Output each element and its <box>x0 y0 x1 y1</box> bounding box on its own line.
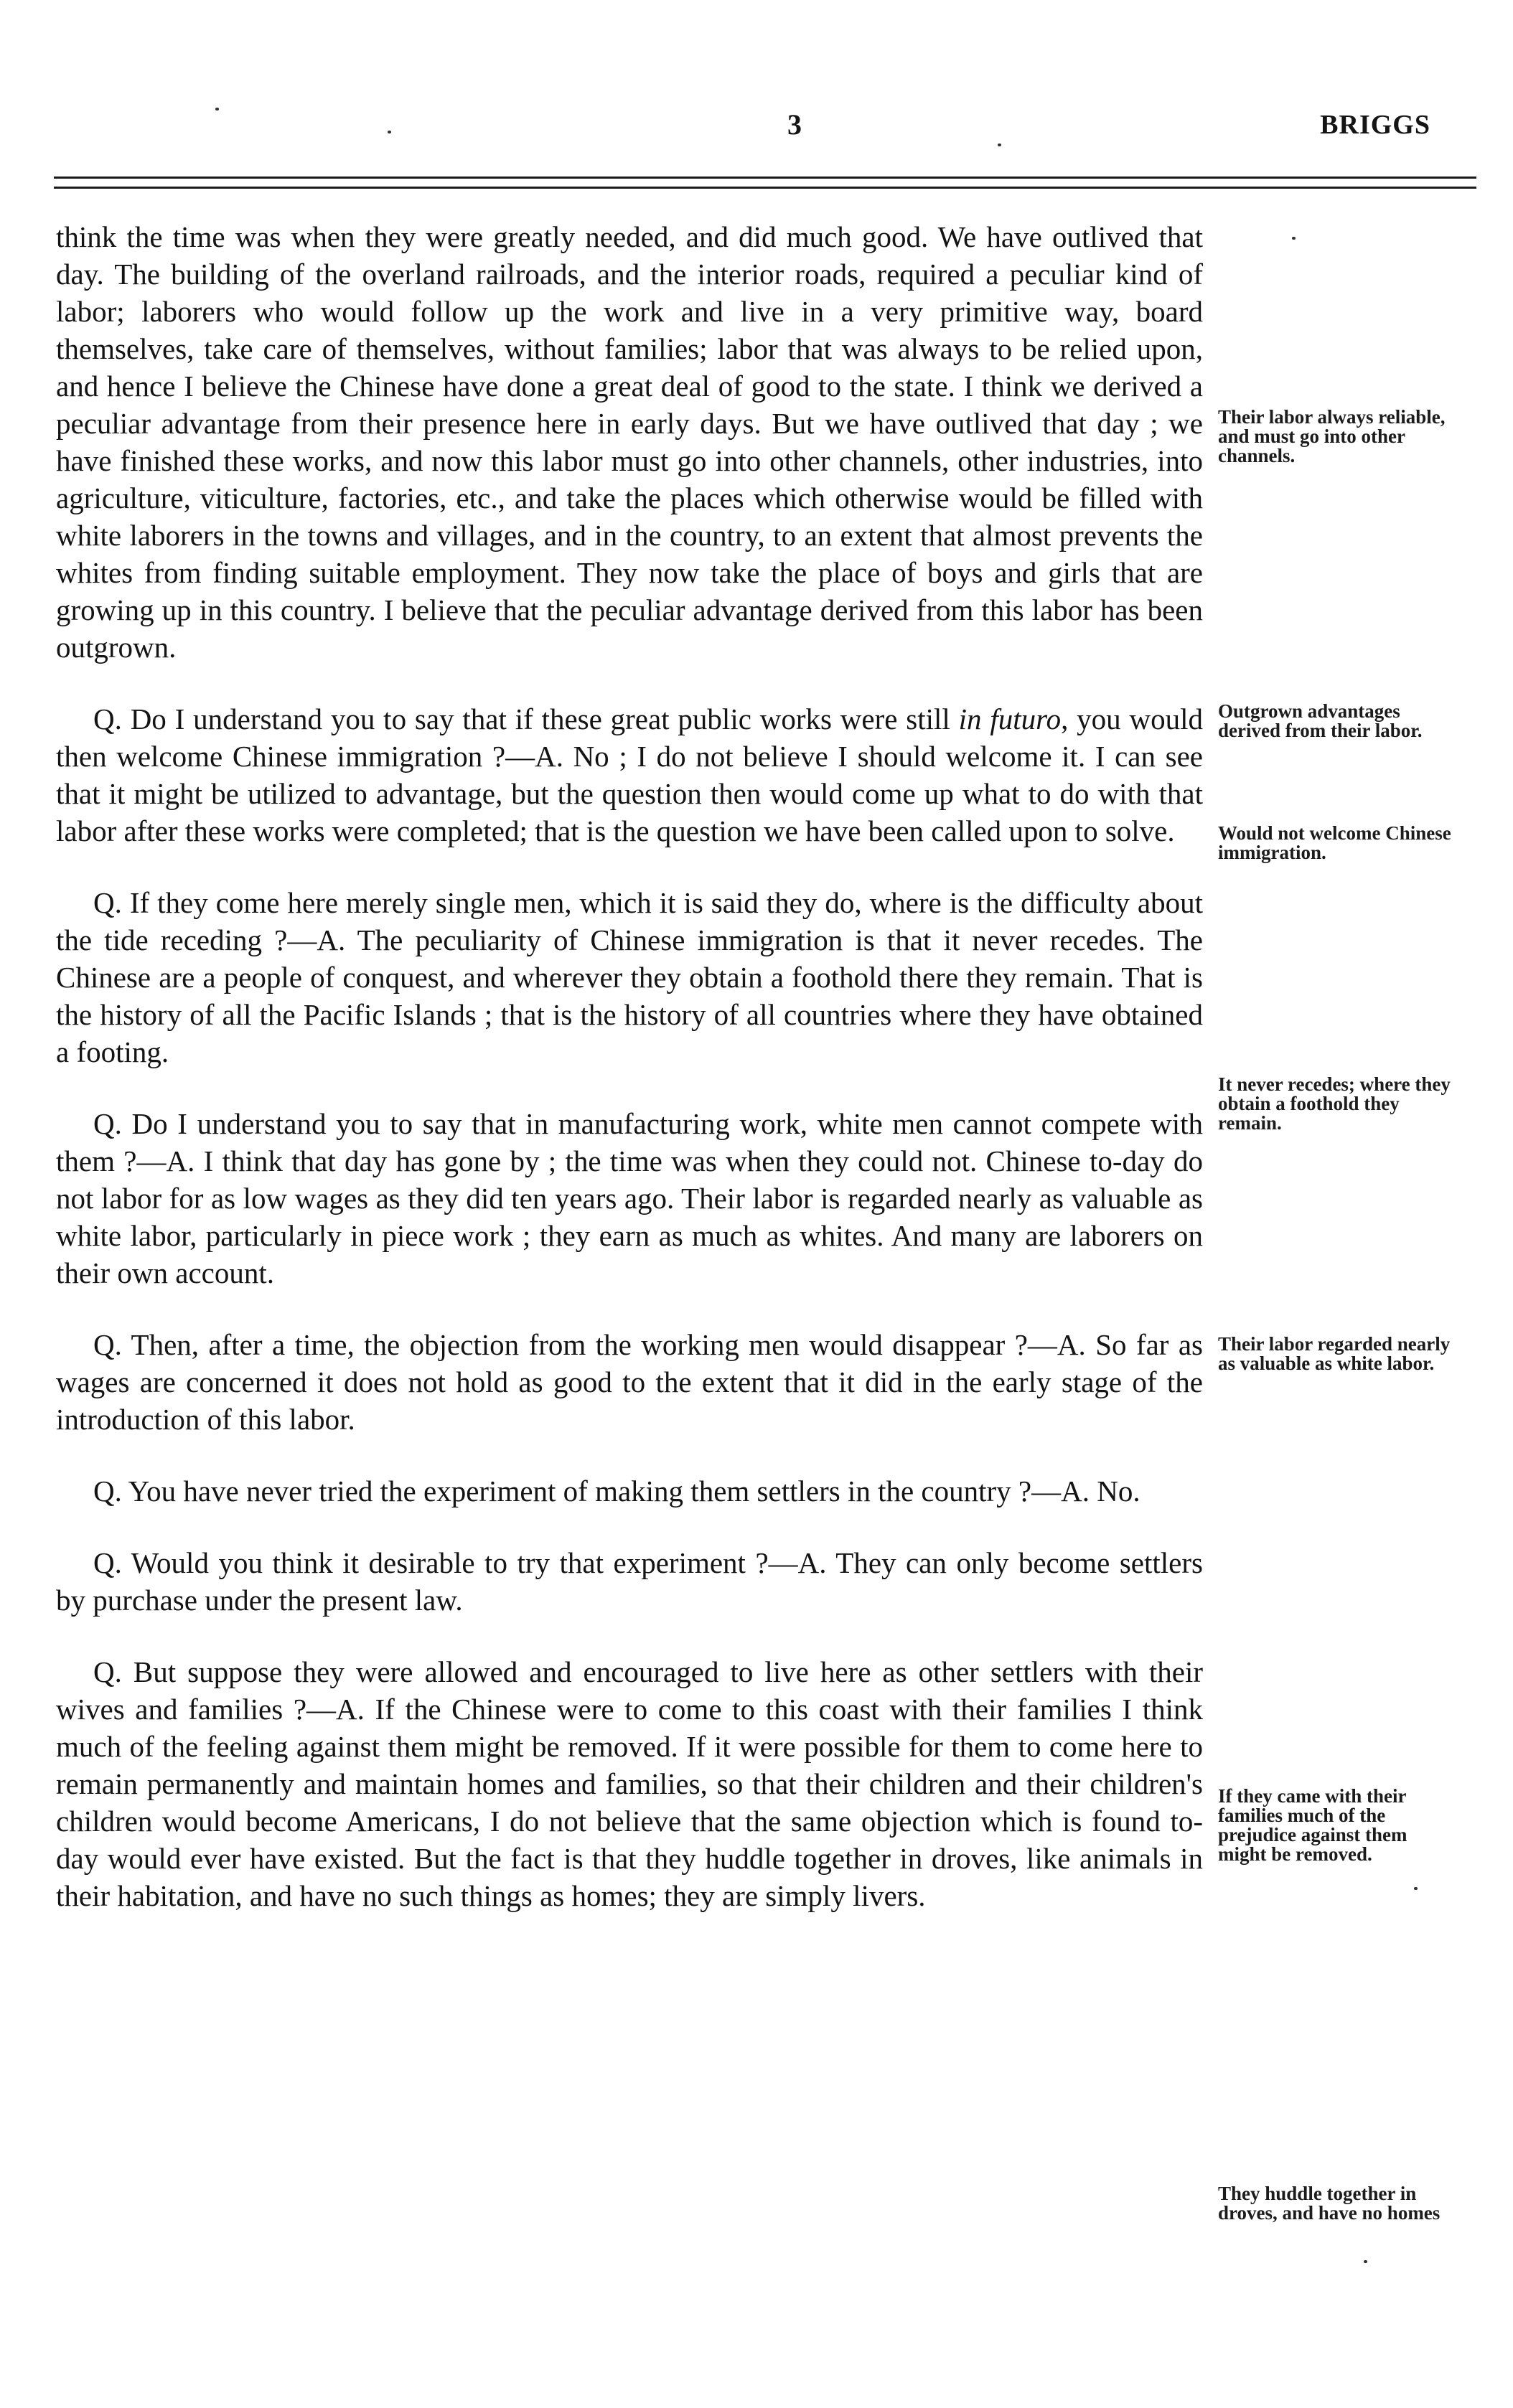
paragraph-question-manufacturing: Q. Do I understand you to say that in manufacturing work, white men cannot compete with them ?—A. I think that day has gone by ; the time was when they could not. Chinese to-day do not labor for as low wages as they did ten years ago. Their labor is regarded nearly as valuable as white labor, particularly in piece work ; they earn as much as whites. And many are laborers on their own account. <box>56 1107 1203 1289</box>
italic-phrase: in futuro <box>958 702 1062 735</box>
print-speck <box>998 144 1001 146</box>
paragraph-question-settlers: Q. You have never tried the experiment of making them settlers in the country ?—A. No. <box>93 1475 1140 1508</box>
page-number: 3 <box>787 108 802 141</box>
paragraph-text: , you would then welcome Chinese immigration ?—A. No ; I do not believe I should welcome it. I can see that it might be utilized to advantage, but the question then would come up what to do with that labor after these works were completed; that is the question we have been called upon to solve. <box>56 702 1204 847</box>
margin-note: It never recedes; where they obtain a foothold they remain. <box>1218 1073 1451 1134</box>
header-rule-bottom <box>54 187 1476 189</box>
page-header <box>54 108 1459 151</box>
paragraph-question-public-works <box>56 700 1203 850</box>
margin-note: Their labor always reliable, and must go into other channels. <box>1218 406 1446 466</box>
margin-note: Would not welcome Chinese immigration. <box>1218 822 1451 863</box>
print-speck <box>1364 2260 1367 2263</box>
margin-note: They huddle together in droves, and have no homes <box>1218 2183 1441 2224</box>
running-head: BRIGGS <box>1320 110 1430 140</box>
print-speck <box>1292 237 1296 240</box>
body-text <box>56 218 1203 1949</box>
print-speck <box>1414 1887 1418 1890</box>
paragraph-question-objection: Q. Then, after a time, the objection from the working men would disappear ?—A. So far as wages are concerned it does not hold as good to the extent that it did in the early stage of the introduction of this labor. <box>56 1328 1203 1436</box>
margin-note: Their labor regarded nearly as valuable as white labor. <box>1218 1333 1451 1374</box>
margin-note: If they came with their families much of the prejudice against them might be removed. <box>1218 1785 1407 1865</box>
print-speck <box>215 108 219 110</box>
paragraph-continuation: think the time was when they were greatly needed, and did much good. We have outlived that day. The building of the overland railroads, and the interior roads, required a peculiar kind of labor; laborers who would follow up the work and live in a very primitive way, board themselves, take care of themselves, without families; labor that was always to be relied upon, and hence I believe the Chinese have done a great deal of good to the state. I think we derived a peculiar advantage from their presence here in early days. But we have outlived that day ; we have finished these works, and now this labor must go into other channels, other industries, into agriculture, viticulture, factories, etc., and take the places which otherwise would be filled with white laborers in the towns and villages, and in the country, to an extent that almost prevents the whites from finding suitable employment. They now take the place of boys and girls that are growing up in this country. I believe that the peculiar advantage derived from this labor has been outgrown. <box>56 220 1203 664</box>
paragraph-question-tide-receding: Q. If they come here merely single men, which it is said they do, where is the difficulty about the tide receding ?—A. The peculiarity of Chinese immigration is that it never recedes. The Chinese are a people of conquest, and wherever they obtain a foothold there they remain. That is the history of all the Pacific Islands ; that is the history of all countries where they have obtained a footing. <box>56 886 1203 1068</box>
print-speck <box>388 131 391 133</box>
paragraph-question-families: Q. But suppose they were allowed and encouraged to live here as other settlers with their wives and families ?—A. If the Chinese were to come to this coast with their families I think much of the feeling against them might be removed. If it were possible for them to come here to remain permanently and maintain homes and families, so that their children and their children's children would become Americans, I do not believe that the same objection which is found to-day would ever have existed. But the fact is that they huddle together in droves, like animals in their habitation, and have no such things as homes; they are simply livers. <box>56 1655 1203 1912</box>
header-rule-top <box>54 177 1476 179</box>
paragraph-question-experiment: Q. Would you think it desirable to try that experiment ?—A. They can only become settlers by purchase under the present law. <box>56 1546 1203 1617</box>
paragraph-text: Q. Do I understand you to say that if these great public works were still <box>93 702 959 735</box>
margin-note: Outgrown advantages derived from their labor. <box>1218 700 1423 741</box>
